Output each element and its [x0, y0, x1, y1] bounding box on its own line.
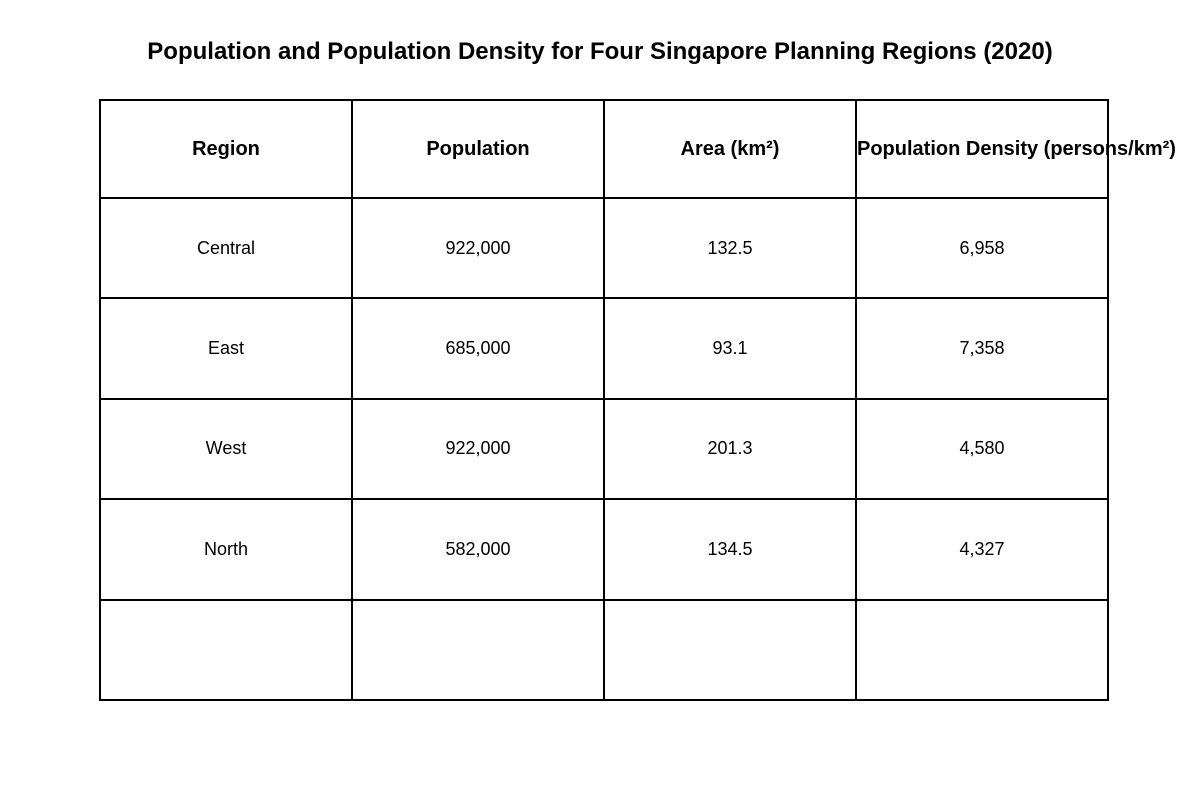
column-header-population: Population: [352, 100, 604, 198]
table-cell-area: 132.5: [604, 198, 856, 298]
table-row: [100, 298, 1108, 398]
table-cell-empty: [352, 600, 604, 700]
table-cell-area: 201.3: [604, 399, 856, 499]
table-cell-density: 6,958: [856, 198, 1108, 298]
table-row: [100, 499, 1108, 599]
header-row: [100, 100, 1108, 198]
table-row: [100, 198, 1108, 298]
table-row: [100, 399, 1108, 499]
table-cell-area: 93.1: [604, 298, 856, 398]
table-row-empty: [100, 600, 1108, 700]
table-cell-density: 4,580: [856, 399, 1108, 499]
table-cell-population: 922,000: [352, 399, 604, 499]
table-cell-density: 4,327: [856, 499, 1108, 599]
table-cell-population: 922,000: [352, 198, 604, 298]
table-cell-population: 582,000: [352, 499, 604, 599]
table-cell-area: 134.5: [604, 499, 856, 599]
column-header-area: Area (km²): [604, 100, 856, 198]
table-cell-region: East: [100, 298, 352, 398]
table-cell-population: 685,000: [352, 298, 604, 398]
table-cell-region: West: [100, 399, 352, 499]
table-cell-empty: [856, 600, 1108, 700]
table-cell-region: Central: [100, 198, 352, 298]
table-cell-region: North: [100, 499, 352, 599]
column-header-region: Region: [100, 100, 352, 198]
table-cell-empty: [604, 600, 856, 700]
column-header-density: Population Density (persons/km²): [856, 100, 1108, 198]
table-cell-density: 7,358: [856, 298, 1108, 398]
data-table: [99, 99, 1176, 701]
table-title: Population and Population Density for Four Singapore Planning Regions (2020): [147, 38, 1053, 65]
table-cell-empty: [100, 600, 352, 700]
